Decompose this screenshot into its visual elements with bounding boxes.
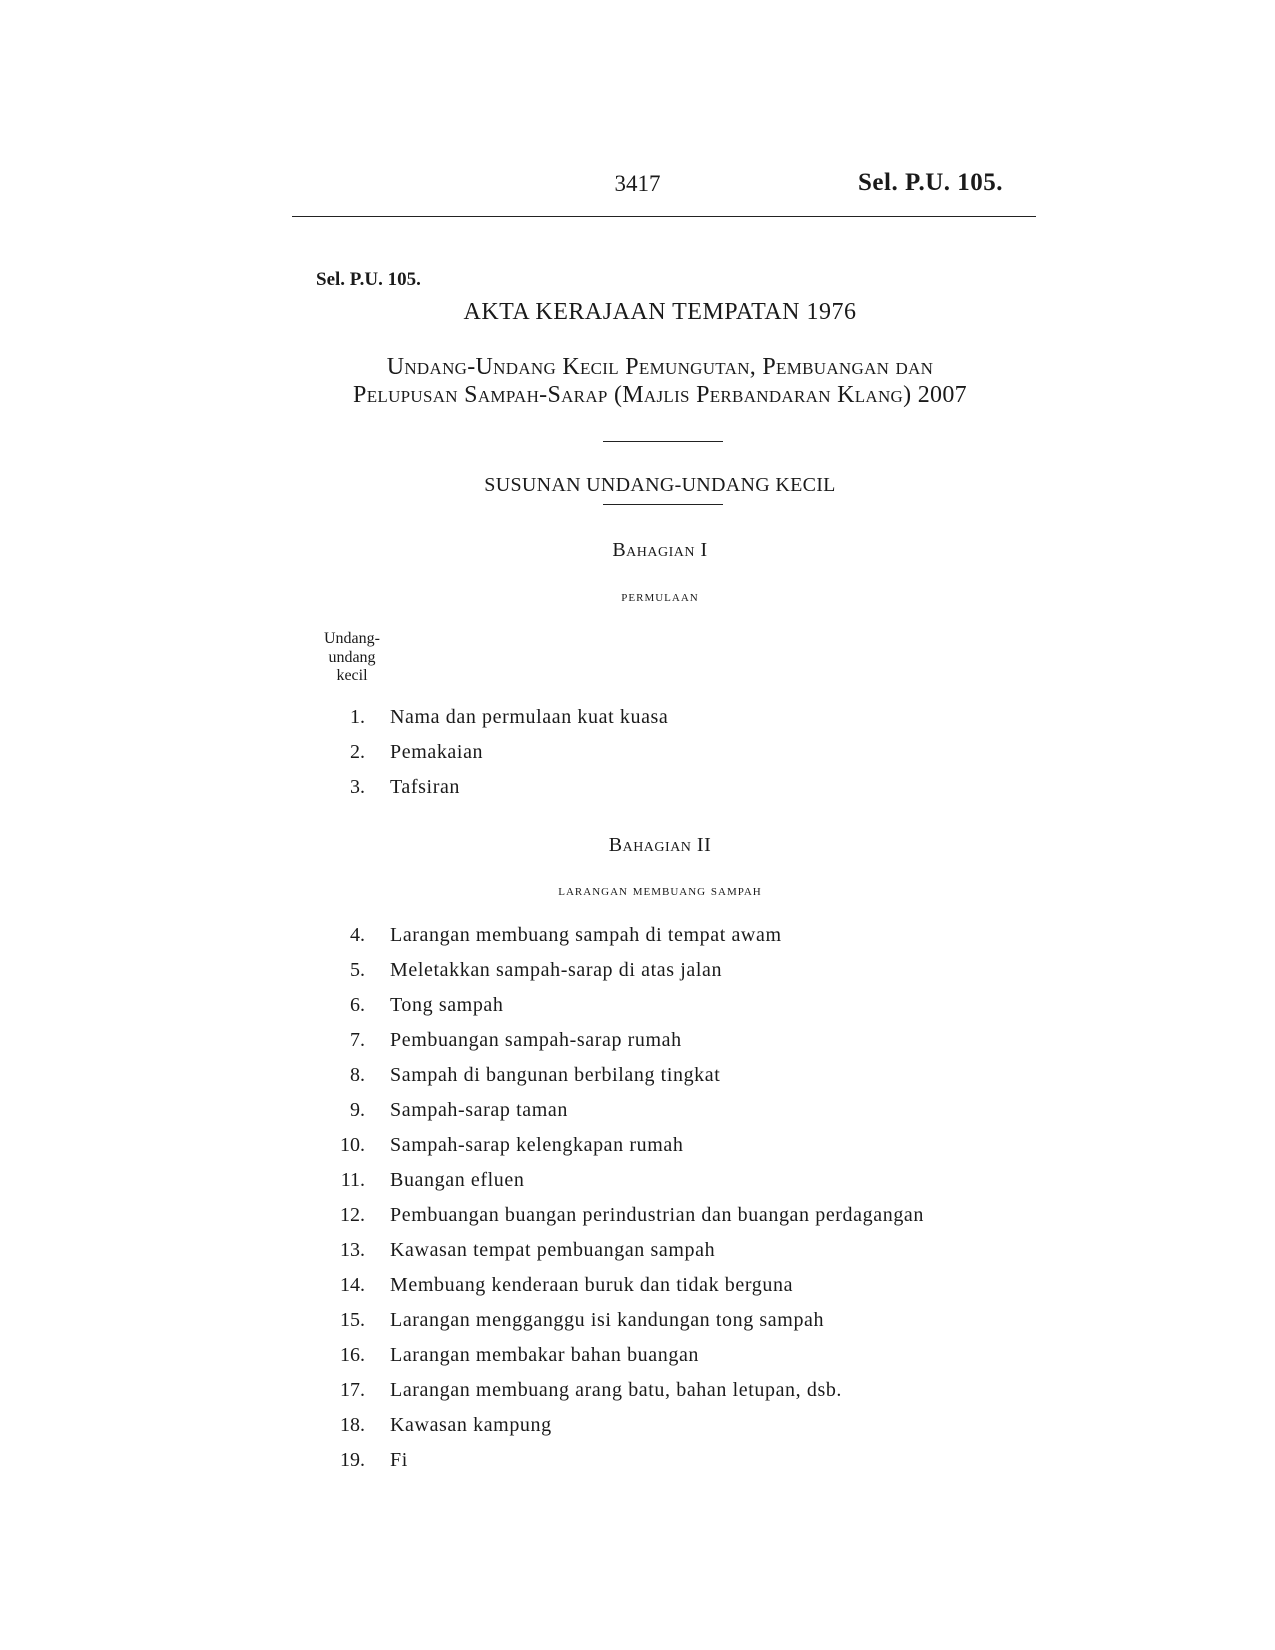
page-number: 3417: [614, 171, 661, 196]
list-item: [320, 1443, 1020, 1478]
item-number: 11.: [340, 1169, 365, 1191]
list-item: [320, 1058, 1020, 1093]
bylaw-title: [0, 353, 1275, 409]
part-1-heading: Bahagian I: [612, 539, 708, 561]
item-number: 13.: [340, 1239, 365, 1261]
item-title: Pemakaian: [390, 741, 484, 763]
arrangement-heading: SUSUNAN UNDANG-UNDANG KECIL: [484, 474, 836, 496]
item-title: Sampah-sarap kelengkapan rumah: [390, 1134, 684, 1156]
margin-label-line-2: undang: [328, 648, 376, 666]
item-title: Kawasan kampung: [390, 1414, 552, 1436]
bylaw-title-line-1: Undang-Undang Kecil Pemungutan, Pembuangan dan: [386, 354, 934, 380]
part-2-heading: Bahagian II: [608, 834, 712, 856]
list-item: [320, 1198, 1020, 1233]
item-number: 3.: [350, 776, 365, 798]
item-title: Larangan membuang sampah di tempat awam: [390, 924, 782, 946]
list-item: [320, 700, 1020, 735]
list-item: [320, 953, 1020, 988]
item-title: Larangan mengganggu isi kandungan tong sampah: [390, 1309, 825, 1331]
item-title: Larangan membakar bahan buangan: [390, 1344, 700, 1366]
item-title: Tong sampah: [390, 994, 504, 1016]
part-1-contents: [320, 700, 1020, 805]
list-item: [320, 735, 1020, 770]
item-title: Kawasan tempat pembuangan sampah: [390, 1239, 716, 1261]
document-reference: Sel. P.U. 105.: [316, 269, 421, 290]
item-number: 7.: [350, 1029, 365, 1051]
item-number: 17.: [340, 1379, 365, 1401]
item-number: 8.: [350, 1064, 365, 1086]
item-number: 9.: [350, 1099, 365, 1121]
item-number: 5.: [350, 959, 365, 981]
part-2-subheading: larangan membuang sampah: [558, 883, 762, 899]
item-number: 2.: [350, 741, 365, 763]
list-item: [320, 1373, 1020, 1408]
list-item: [320, 1338, 1020, 1373]
margin-label-line-1: Undang-: [324, 630, 380, 647]
arrangement-bottom-rule: [603, 504, 723, 505]
item-number: 10.: [340, 1134, 365, 1156]
margin-label: [312, 630, 392, 686]
item-title: Nama dan permulaan kuat kuasa: [390, 706, 669, 728]
list-item: [320, 918, 1020, 953]
item-title: Pembuangan buangan perindustrian dan buangan perdagangan: [390, 1204, 924, 1226]
item-title: Meletakkan sampah-sarap di atas jalan: [390, 959, 723, 981]
list-item: [320, 1268, 1020, 1303]
list-item: [320, 1303, 1020, 1338]
item-number: 1.: [350, 706, 365, 728]
header-divider: [292, 216, 1036, 217]
item-title: Fi: [390, 1449, 408, 1471]
item-number: 16.: [340, 1344, 365, 1366]
list-item: [320, 1163, 1020, 1198]
item-title: Buangan efluen: [390, 1169, 525, 1191]
item-title: Membuang kenderaan buruk dan tidak berguna: [390, 1274, 794, 1296]
list-item: [320, 1093, 1020, 1128]
act-title: AKTA KERAJAAN TEMPATAN 1976: [463, 299, 857, 325]
item-title: Sampah di bangunan berbilang tingkat: [390, 1064, 721, 1086]
list-item: [320, 988, 1020, 1023]
arrangement-top-rule: [603, 441, 723, 442]
list-item: [320, 770, 1020, 805]
item-title: Pembuangan sampah-sarap rumah: [390, 1029, 682, 1051]
item-number: 19.: [340, 1449, 365, 1471]
item-title: Tafsiran: [390, 776, 461, 798]
list-item: [320, 1233, 1020, 1268]
item-number: 18.: [340, 1414, 365, 1436]
item-number: 6.: [350, 994, 365, 1016]
item-title: Larangan membuang arang batu, bahan letupan, dsb.: [390, 1379, 843, 1401]
item-title: Sampah-sarap taman: [390, 1099, 568, 1121]
margin-label-line-3: kecil: [336, 667, 368, 684]
list-item: [320, 1128, 1020, 1163]
bylaw-title-line-2: Pelupusan Sampah-Sarap (Majlis Perbandaran Klang) 2007: [353, 382, 967, 408]
item-number: 4.: [350, 924, 365, 946]
item-number: 14.: [340, 1274, 365, 1296]
item-number: 15.: [340, 1309, 365, 1331]
list-item: [320, 1408, 1020, 1443]
part-2-contents: [320, 918, 1020, 1478]
header-reference: Sel. P.U. 105.: [858, 169, 1003, 196]
list-item: [320, 1023, 1020, 1058]
item-number: 12.: [340, 1204, 365, 1226]
part-1-subheading: permulaan: [621, 589, 699, 605]
